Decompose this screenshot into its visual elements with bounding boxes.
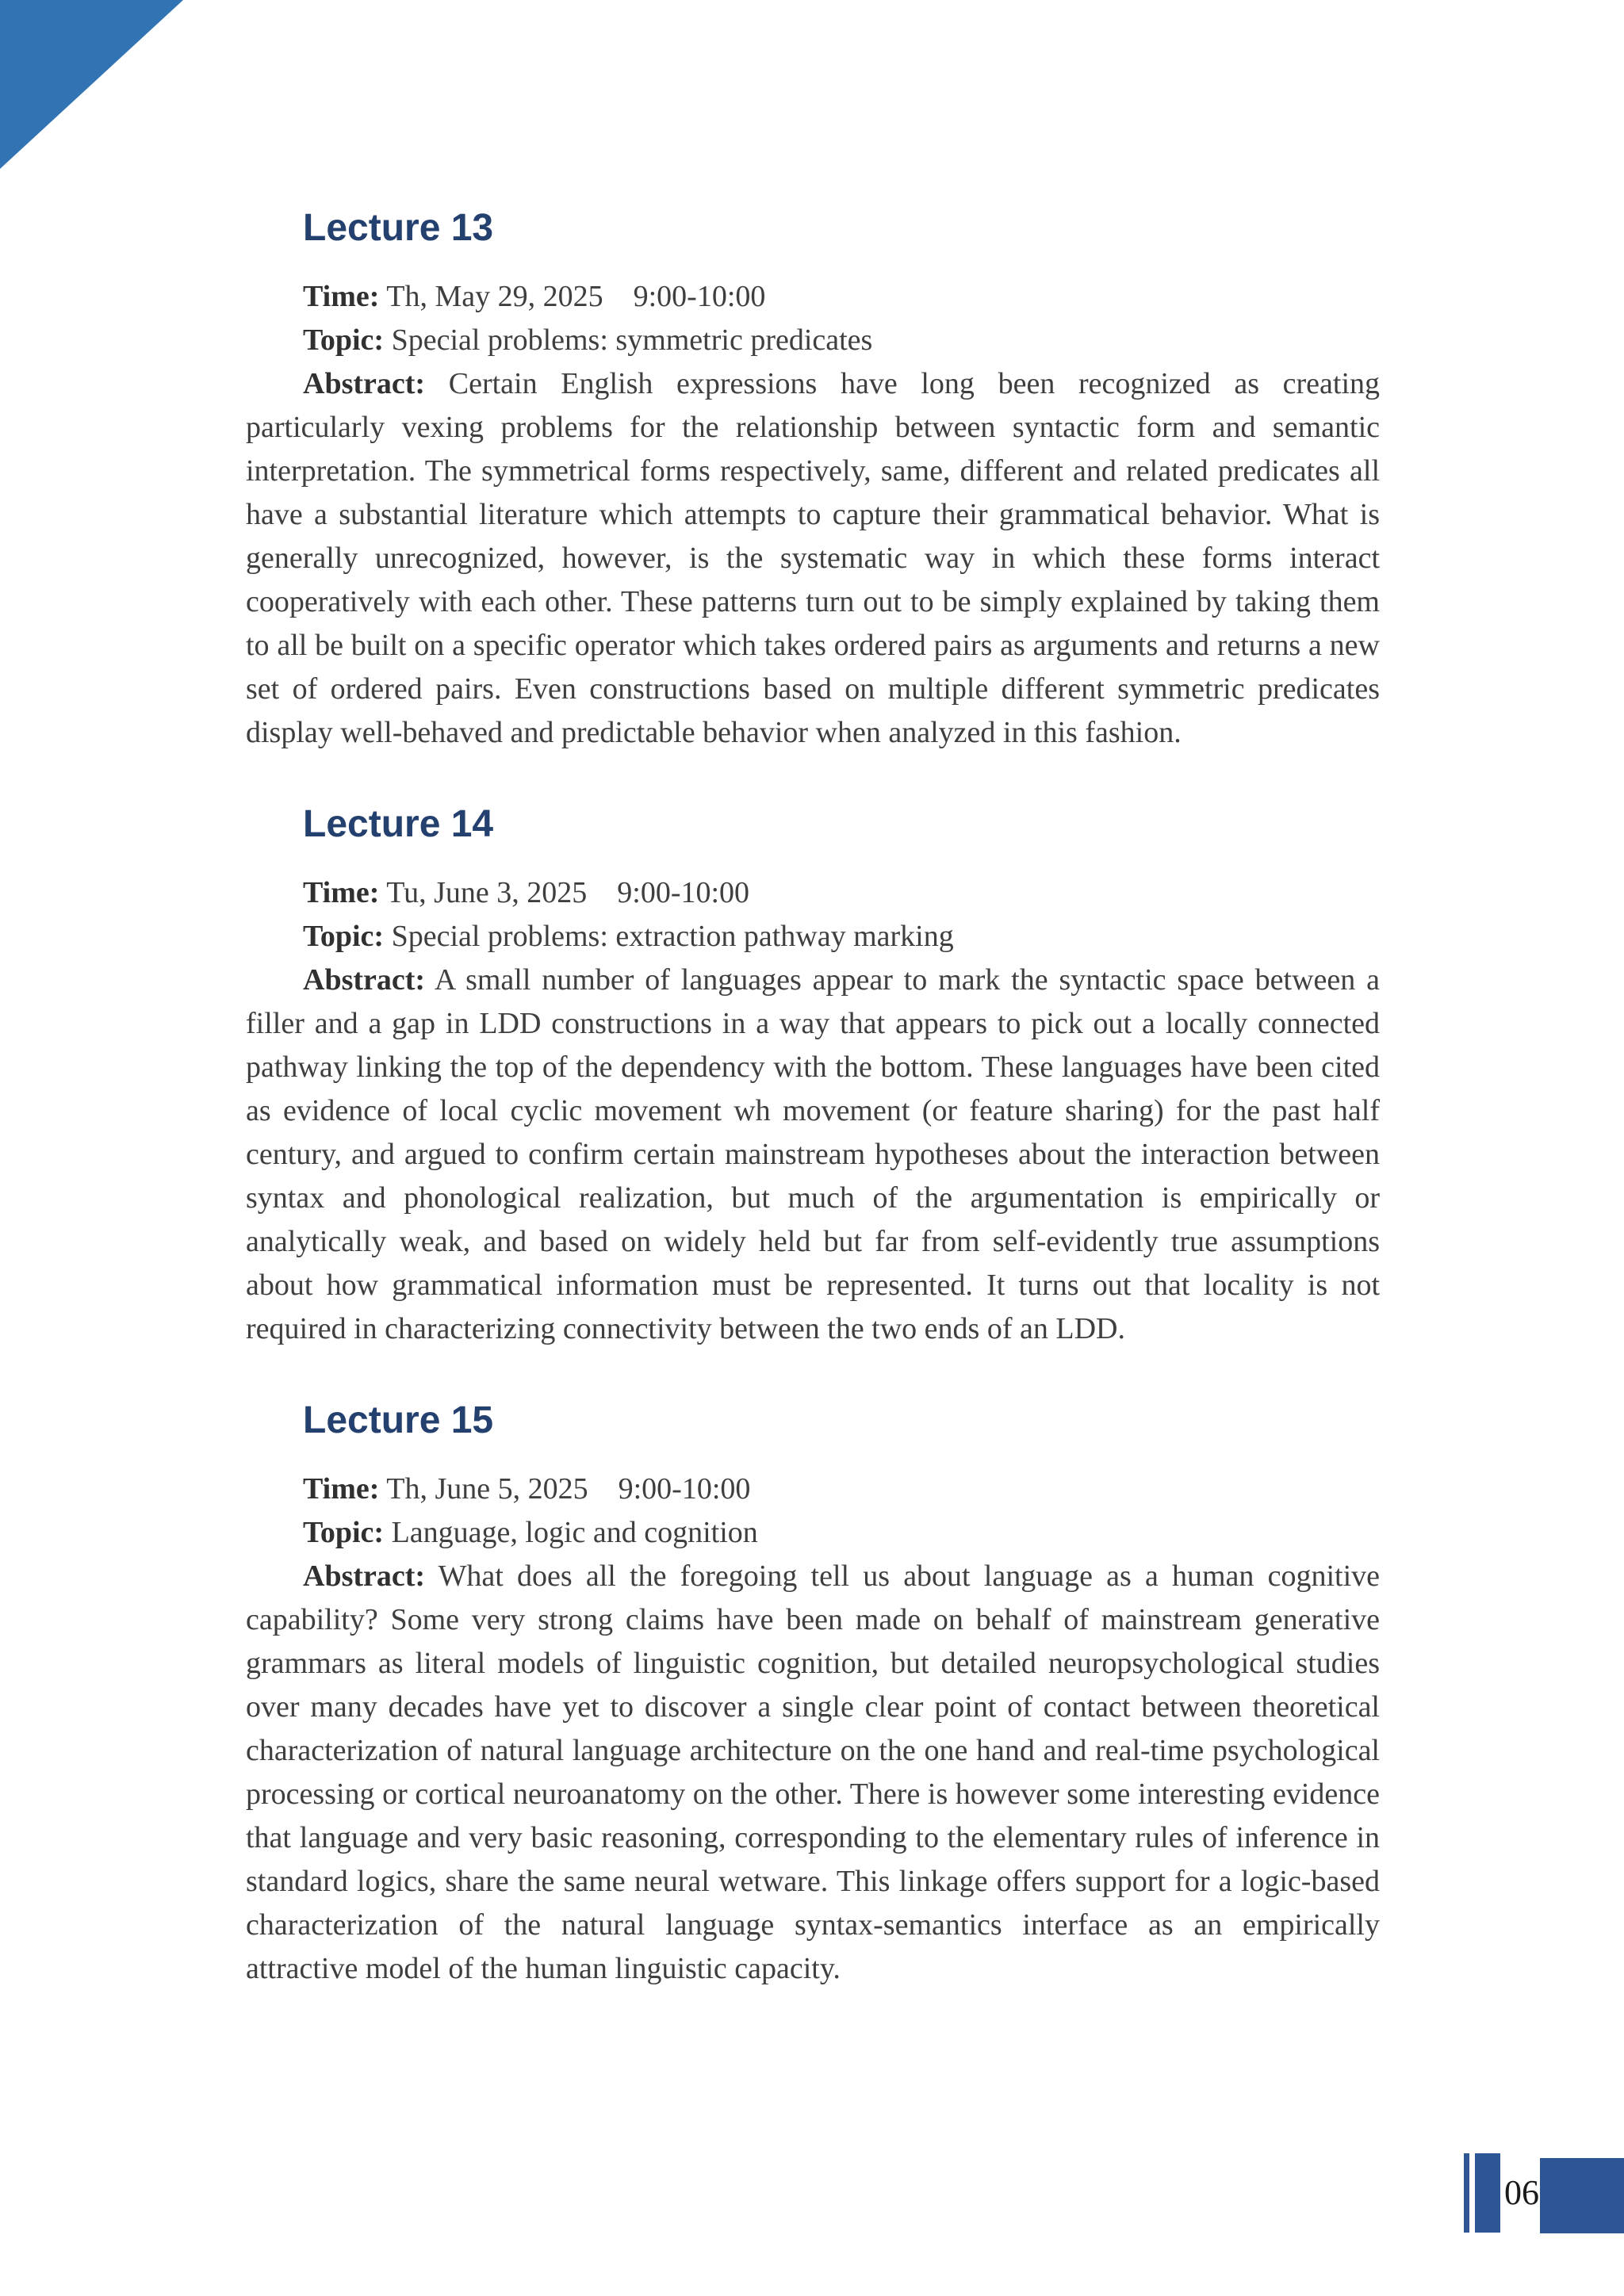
lecture-14-abstract bbox=[246, 959, 1380, 1351]
abstract-text: A small number of languages appear to mark the syntactic space between a filler and a gap in LDD constructions in a way that appears to pick out a locally connected pathway linking the top of the dependency with the bottom. These languages have been cited as evidence of local cyclic movement wh movement (or feature sharing) for the past half century, and argued to confirm certain mainstream hypotheses about the interaction between syntax and phonological realization, but much of the argumentation is empirically or analytically weak, and based on widely held but far from self-evidently true assumptions about how grammatical information must be represented. It turns out that locality is not required in characterizing connectivity between the two ends of an LDD. bbox=[246, 963, 1381, 1345]
lecture-15-abstract bbox=[246, 1555, 1380, 1991]
abstract-label: Abstract: bbox=[303, 963, 426, 997]
page-number: 06 bbox=[1504, 2173, 1539, 2212]
footer-accent-rect bbox=[1540, 2158, 1624, 2233]
lecture-13-time-line bbox=[246, 275, 1380, 319]
time-range: 9:00-10:00 bbox=[633, 280, 766, 313]
corner-accent-triangle bbox=[0, 0, 183, 169]
time-label: Time: bbox=[303, 876, 380, 909]
abstract-label: Abstract: bbox=[303, 367, 426, 400]
lecture-15-time-line bbox=[246, 1468, 1380, 1511]
time-range: 9:00-10:00 bbox=[617, 876, 750, 909]
lecture-14-time-line bbox=[246, 871, 1380, 915]
lecture-13-abstract bbox=[246, 362, 1380, 755]
topic-label: Topic: bbox=[303, 1516, 385, 1549]
time-date: Th, May 29, 2025 bbox=[386, 280, 603, 313]
lecture-14-title: Lecture 14 bbox=[303, 803, 494, 845]
topic-value: Special problems: symmetric predicates bbox=[391, 323, 873, 357]
lecture-14-topic-line bbox=[246, 915, 1380, 959]
time-label: Time: bbox=[303, 1472, 380, 1506]
lecture-15-topic-line bbox=[246, 1511, 1380, 1555]
lecture-15-title: Lecture 15 bbox=[303, 1399, 494, 1441]
abstract-label: Abstract: bbox=[303, 1559, 426, 1593]
topic-value: Special problems: extraction pathway marking bbox=[391, 920, 954, 953]
lecture-15-section bbox=[246, 1399, 1380, 1991]
footer-accent-bar-thin bbox=[1464, 2153, 1469, 2233]
time-date: Th, June 5, 2025 bbox=[386, 1472, 588, 1506]
footer-accent-bar-thick bbox=[1475, 2153, 1500, 2233]
lecture-13-title: Lecture 13 bbox=[303, 207, 494, 249]
abstract-text: Certain English expressions have long been recognized as creating particularly vexing problems for the relationship between syntactic form and semantic interpretation. The symmetrical forms respectively, same, different and related predicates all have a substantial literature which attempts to capture their grammatical behavior. What is generally unrecognized, however, is the systematic way in which these forms interact cooperatively with each other. These patterns turn out to be simply explained by taking them to all be built on a specific operator which takes ordered pairs as arguments and returns a new set of ordered pairs. Even constructions based on multiple different symmetric predicates display well-behaved and predictable behavior when analyzed in this fashion. bbox=[246, 367, 1381, 749]
lecture-13-section bbox=[246, 206, 1380, 755]
lecture-14-section bbox=[246, 802, 1380, 1351]
topic-value: Language, logic and cognition bbox=[391, 1516, 758, 1549]
topic-label: Topic: bbox=[303, 323, 385, 357]
lecture-13-topic-line bbox=[246, 319, 1380, 362]
time-range: 9:00-10:00 bbox=[618, 1472, 751, 1506]
abstract-text: What does all the foregoing tell us about language as a human cognitive capability? Some very strong claims have been made on behalf of mainstream generative grammars as literal models of linguistic cognition, but detailed neuropsychological studies over many decades have yet to discover a single clear point of contact between theoretical characterization of natural language architecture on the one hand and real-time psychological processing or cortical neuroanatomy on the other. There is however some interesting evidence that language and very basic reasoning, corresponding to the elementary rules of inference in standard logics, share the same neural wetware. This linkage offers support for a logic-based characterization of the natural language syntax-semantics interface as an empirically attractive model of the human linguistic capacity. bbox=[246, 1559, 1380, 1985]
lectures-content bbox=[246, 0, 1380, 1991]
time-date: Tu, June 3, 2025 bbox=[386, 876, 588, 909]
time-label: Time: bbox=[303, 280, 380, 313]
topic-label: Topic: bbox=[303, 920, 385, 953]
